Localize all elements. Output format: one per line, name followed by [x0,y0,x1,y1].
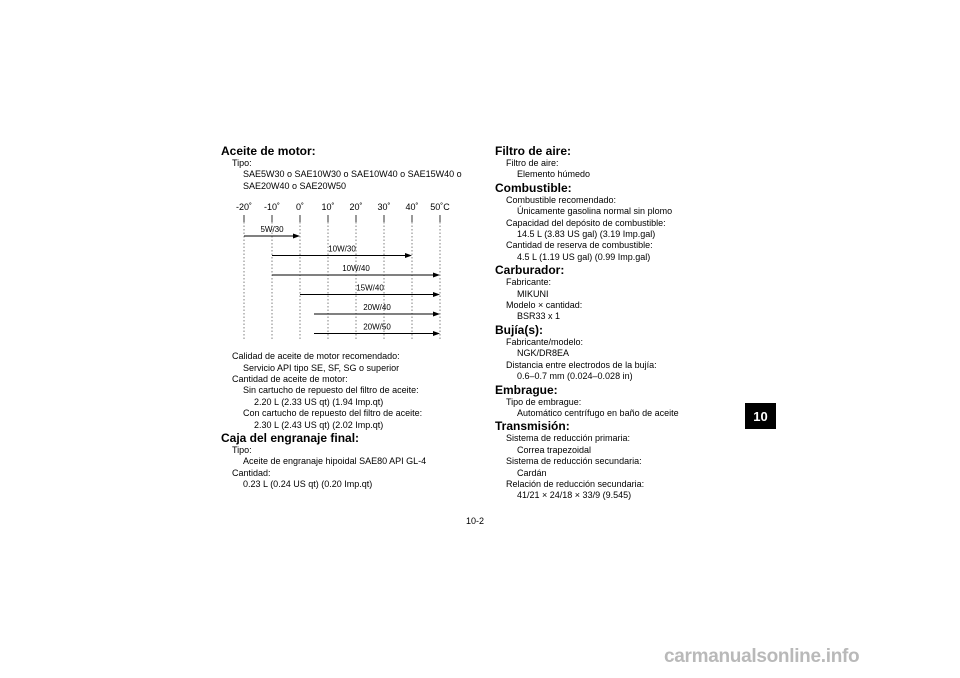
temp-tick-label: 40˚ [405,202,419,213]
trans-secondary-label: Sistema de reducción secundaria: [506,456,642,467]
carb-maker-label: Fabricante: [506,277,552,288]
oil-quantity-label: Cantidad de aceite de motor: [232,374,348,385]
oil-with-cartridge-value: 2.30 L (2.43 US qt) (2.02 Imp.qt) [254,419,384,430]
grade-arrow-head [433,273,440,278]
transmission-heading: Transmisión: [495,419,570,434]
oil-viscosity-chart [221,200,451,345]
plug-maker-label: Fabricante/modelo: [506,336,584,347]
fuel-cap-label: Capacidad del depósito de combustible: [506,217,666,228]
grade-arrow-head [293,234,300,239]
carb-model-value: BSR33 x 1 [517,311,561,322]
spark-plug-heading: Bujía(s): [495,322,543,337]
clutch-type-label: Tipo de embrague: [506,396,582,407]
air-filter-value: Elemento húmedo [517,169,591,180]
plug-maker-value: NGK/DR8EA [517,348,570,359]
oil-quality-label: Calidad de aceite de motor recomendado: [232,351,400,362]
oil-without-cartridge-value: 2.20 L (2.33 US qt) (1.94 Imp.qt) [254,396,384,407]
air-filter-label: Filtro de aire: [506,158,559,168]
temp-tick-label: 50˚C [430,202,450,213]
fuel-rec-value: Únicamente gasolina normal sin plomo [517,206,673,217]
carburetor-heading: Carburador: [495,263,565,278]
trans-ratio-label: Relación de reducción secundaria: [506,478,645,489]
temp-tick-label: -10˚ [263,202,281,213]
grade-arrow-head [433,292,440,297]
right-column [495,144,735,502]
final-gear-heading: Caja del engranaje final: [221,431,360,446]
temp-tick-label: 10˚ [321,202,335,213]
left-column [221,144,481,491]
watermark: carmanualsonline.info [664,646,860,667]
plug-gap-value: 0.6–0.7 mm (0.024–0.028 in) [517,371,633,382]
oil-type-label: Tipo: [232,158,252,168]
fuel-cap-value: 14.5 L (3.83 US gal) (3.19 Imp.gal) [517,229,656,240]
clutch-heading: Embrague: [495,382,558,397]
oil-type-line-2: SAE20W40 o SAE20W50 [243,180,347,191]
gear-quantity-value: 0.23 L (0.24 US qt) (0.20 Imp.qt) [243,479,373,490]
trans-secondary-value: Cardán [517,467,547,478]
grade-label: 10W/40 [342,264,370,274]
engine-oil-heading: Aceite de motor: [221,144,316,158]
carb-maker-value: MIKUNI [517,288,549,299]
gear-quantity-label: Cantidad: [232,467,271,478]
page-number: 10-2 [466,516,485,526]
clutch-type-value: Automático centrífugo en baño de aceite [517,407,679,418]
grade-label: 5W/30 [260,225,284,235]
grade-label: 20W/50 [363,322,391,332]
grade-arrow-head [405,253,412,258]
temp-tick-label: 0˚ [295,202,305,213]
oil-type-line-1: SAE5W30 o SAE10W30 o SAE10W40 o SAE15W40 o [243,169,462,180]
oil-with-cartridge-label: Con cartucho de repuesto del filtro de aceite: [243,408,423,419]
gear-type-value: Aceite de engranaje hipoidal SAE80 API GL-4 [243,456,427,467]
oil-without-cartridge-label: Sin cartucho de repuesto del filtro de aceite: [243,385,419,396]
grade-label: 15W/40 [356,283,384,293]
gear-type-label: Tipo: [232,445,252,456]
trans-primary-label: Sistema de reducción primaria: [506,433,631,444]
grade-label: 10W/30 [328,244,356,254]
chapter-tab: 10 [745,403,776,429]
trans-primary-value: Correa trapezoidal [517,444,592,455]
grade-arrow-head [433,312,440,317]
air-filter-heading: Filtro de aire: [495,144,572,158]
carb-model-label: Modelo × cantidad: [506,300,583,311]
plug-gap-label: Distancia entre electrodos de la bujía: [506,359,657,370]
oil-quality-value: Servicio API tipo SE, SF, SG o superior [243,362,400,373]
grade-arrow-head [433,331,440,336]
fuel-rec-label: Combustible recomendado: [506,194,617,205]
fuel-heading: Combustible: [495,180,572,195]
temp-tick-label: 30˚ [377,202,391,213]
fuel-res-value: 4.5 L (1.19 US gal) (0.99 Imp.gal) [517,251,651,262]
temp-tick-label: -20˚ [235,202,253,213]
temp-tick-label: 20˚ [349,202,363,213]
trans-ratio-value: 41/21 × 24/18 × 33/9 (9.545) [517,490,632,501]
fuel-res-label: Cantidad de reserva de combustible: [506,240,653,251]
grade-label: 20W/40 [363,303,391,313]
